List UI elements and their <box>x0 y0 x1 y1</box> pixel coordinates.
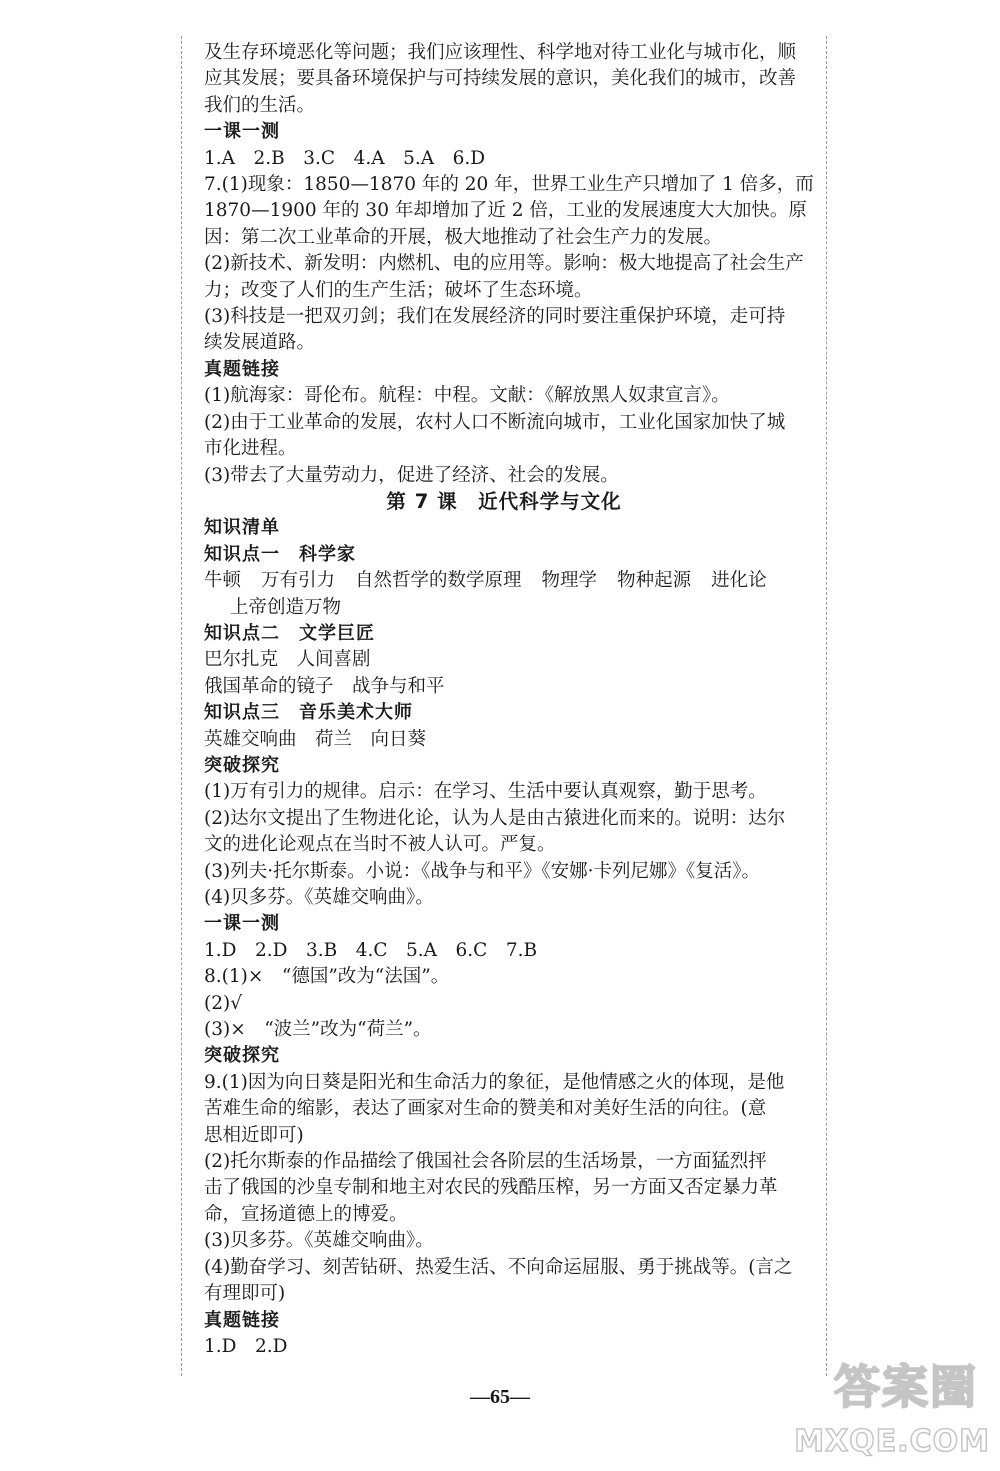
lesson-title: 第 7 课 近代科学与文化 <box>386 489 622 513</box>
text-line: (3)列夫·托尔斯泰。小说：《战争与和平》《安娜·卡列尼娜》《复活》。 <box>204 860 760 882</box>
section-heading: 真题链接 <box>204 358 280 380</box>
text-line: (4)贝多芬。《英雄交响曲》。 <box>204 887 434 908</box>
text-line: 击了俄国的沙皇专制和地主对农民的残酷压榨，另一方面又否定暴力革 <box>204 1177 778 1199</box>
watermark-site: MXQE.COM <box>794 1424 990 1459</box>
section-heading: 一课一测 <box>204 121 280 143</box>
text-line: (2)新技术、新发明：内燃机、电的应用等。影响：极大地提高了社会生产 <box>204 253 804 275</box>
text-line: 9.(1)因为向日葵是阳光和生命活力的象征，是他情感之火的体现，是他 <box>204 1071 785 1093</box>
knowledge-point-heading: 知识点一 科学家 <box>204 543 356 565</box>
section-heading: 真题链接 <box>204 1309 280 1331</box>
term: 物理学 <box>541 570 598 592</box>
text-line: 思相近即可) <box>204 1124 304 1146</box>
section-heading: 突破探究 <box>204 1045 280 1067</box>
answer-line: 1.D 2.D <box>204 1335 288 1357</box>
page-content <box>204 40 814 1360</box>
left-margin-rule <box>181 36 182 1376</box>
term: 自然哲学的数学原理 <box>355 570 522 592</box>
answer-line: 1.A 2.B 3.C 4.A 5.A 6.D <box>204 147 486 169</box>
page-number: —65— <box>470 1386 530 1408</box>
term: 牛顿 <box>204 570 242 592</box>
watermark-title: 答案圈 <box>834 1360 978 1414</box>
term-list: 上帝创造万物 <box>230 596 342 618</box>
text-line: 1870—1900 年的 30 年却增加了近 2 倍，工业的发展速度大大加快。原 <box>204 200 807 222</box>
section-heading: 一课一测 <box>204 913 280 935</box>
text-line: 7.(1)现象：1850—1870 年的 20 年，世界工业生产只增加了 1 倍多，而 <box>204 174 814 196</box>
term-list: 英雄交响曲 荷兰 向日葵 <box>204 728 427 750</box>
term: 万有引力 <box>261 570 336 592</box>
term-list: 巴尔扎克 人间喜剧 <box>204 649 371 671</box>
text-line: 8.(1)× “德国”改为“法国”。 <box>204 966 450 988</box>
text-line: (2)达尔文提出了生物进化论，认为人是由古猿进化而来的。说明：达尔 <box>204 807 786 829</box>
knowledge-point-heading: 知识点二 文学巨匠 <box>204 622 375 644</box>
term-list: 俄国革命的镜子 战争与和平 <box>204 675 445 697</box>
text-line: 续发展道路。 <box>204 332 316 354</box>
watermark-logo <box>740 1351 990 1461</box>
section-heading: 知识清单 <box>204 517 280 539</box>
term: 物种起源 <box>617 570 692 592</box>
text-line: (3)科技是一把双刃剑；我们在发展经济的同时要注重保护环境，走可持 <box>204 306 786 328</box>
text-line: (3)贝多芬。《英雄交响曲》。 <box>204 1230 434 1252</box>
text-line: 我们的生活。 <box>204 94 316 116</box>
right-margin-rule <box>826 36 827 1376</box>
text-line: (2)托尔斯泰的作品描绘了俄国社会各阶层的生活场景，一方面猛烈抨 <box>204 1151 767 1173</box>
text-line: 应其发展；要具备环境保护与可持续发展的意识，美化我们的城市，改善 <box>204 68 797 90</box>
text-line: 市化进程。 <box>204 438 297 460</box>
text-line: 文的进化论观点在当时不被人认可。严复。 <box>204 834 556 856</box>
term-list <box>204 568 804 594</box>
text-line: (1)航海家：哥伦布。航程：中程。文献：《解放黑人奴隶宣言》。 <box>204 385 730 407</box>
text-line: (2)由于工业革命的发展，农村人口不断流向城市，工业化国家加快了城 <box>204 411 786 433</box>
text-line: (1)万有引力的规律。启示：在学习、生活中要认真观察，勤于思考。 <box>204 781 767 803</box>
text-line: (4)勤奋学习、刻苦钻研、热爱生活、不向命运屈服、勇于挑战等。(言之 <box>204 1256 793 1278</box>
text-line: 因：第二次工业革命的开展，极大地推动了社会生产力的发展。 <box>204 226 723 248</box>
term: 进化论 <box>711 570 767 592</box>
answer-line: 1.D 2.D 3.B 4.C 5.A 6.C 7.B <box>204 939 538 961</box>
text-line: 苦难生命的缩影，表达了画家对生命的赞美和对美好生活的向往。(意 <box>204 1098 767 1120</box>
section-heading: 突破探究 <box>204 754 280 776</box>
text-line: (3)× “波兰”改为“荷兰”。 <box>204 1019 432 1041</box>
text-line: (2)√ <box>204 992 242 1014</box>
text-line: 有理即可) <box>204 1283 286 1305</box>
text-line: 及生存环境恶化等问题；我们应该理性、科学地对待工业化与城市化，顺 <box>204 42 797 63</box>
knowledge-point-heading: 知识点三 音乐美术大师 <box>204 702 413 724</box>
text-line: (3)带去了大量劳动力，促进了经济、社会的发展。 <box>204 464 619 486</box>
text-line: 命，宣扬道德上的博爱。 <box>204 1203 408 1225</box>
text-line: 力；改变了人们的生产生活；破坏了生态环境。 <box>204 279 593 301</box>
